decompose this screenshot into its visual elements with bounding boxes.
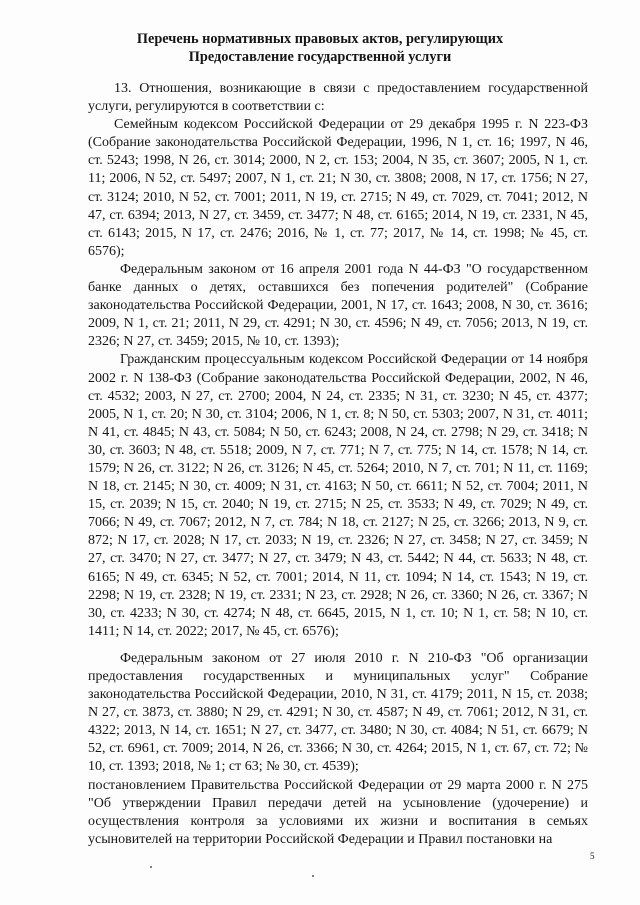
document-title-line-2: Предоставление государственной услуги <box>188 49 452 65</box>
paragraph-government-decree-275: постановлением Правительства Российской Федерации от 29 марта 2000 г. N 275 "Об утверждении Правил передачи детей на усыновление (удочерение) и осуществления контроля за условиями их жизни и воспитания в семьях усыновителей на территории Российской Федерации и Правил постановки на <box>88 777 588 847</box>
document-title-line-1: Перечень нормативных правовых актов, регулирующих <box>136 31 504 47</box>
document-body <box>88 80 588 849</box>
paragraph-family-code: Семейным кодексом Российской Федерации от 29 декабря 1995 г. N 223-ФЗ (Собрание законодательства Российской Федерации, 1996, N 1, ст. 16; 1997, N 46, ст. 5243; 1998, N 26, ст. 3014; 2000, N 2, ст. 153; 2004, N 35, ст. 3607; 2005, N 1, ст. 11; 2006, N 52, ст. 5497; 2007, N 1, ст. 21; N 30, ст. 3808; 2008, N 17, ст. 1756; N 27, ст. 3124; 2010, N 52, ст. 7001; 2011, N 19, ст. 2715; N 49, ст. 7029, ст. 7041; 2012, N 47, ст. 6394; 2013, N 27, ст. 3459, ст. 3477; N 48, ст. 6165; 2014, N 19, ст. 2331, N 45, ст. 6143; 2015, N 17, ст. 2476; 2016, № 1, ст. 77; 2017, № 14, ст. 1998; № 45, ст. 6576); <box>88 117 588 259</box>
paragraph-law-210fz: Федеральным законом от 27 июля 2010 г. N 210-ФЗ "Об организации предоставления государственных и муниципальных услуг" Собрание законодательства Российской Федерации, 2010, N 31, ст. 4179; 2011, N 15, ст. 2038; N 27, ст. 3873, ст. 3880; N 29, ст. 4291; N 30, ст. 4587; N 49, ст. 7061; 2012, N 31, ст. 4322; 2013, N 14, ст. 1651; N 27, ст. 3477, ст. 3480; N 30, ст. 4084; N 51, ст. 6679; N 52, ст. 6961, ст. 7009; 2014, N 26, ст. 3366; N 30, ст. 4264; 2015, N 1, ст. 67, ст. 72; № 10, ст. 1393; 2018, № 1; ст 63; № 30, ст. 4539); <box>88 650 588 775</box>
scan-speck <box>312 875 314 877</box>
page-number: 5 <box>590 851 595 861</box>
paragraph-civil-procedure-code: Гражданским процессуальным кодексом Российской Федерации от 14 ноября 2002 г. N 138-ФЗ (Собрание законодательства Российской Федерации, 2002, N 46, ст. 4532; 2003, N 27, ст. 2700; 2004, N 24, ст. 2335; N 31, ст. 3230; N 45, ст. 4377; 2005, N 1, ст. 20; N 30, ст. 3104; 2006, N 1, ст. 8; N 50, ст. 5303; 2007, N 31, ст. 4011; N 41, ст. 4845; N 43, ст. 5084; N 50, ст. 6243; 2008, N 24, ст. 2798; N 29, ст. 3418; N 30, ст. 3603; N 48, ст. 5518; 2009, N 7, ст. 771; N 7, ст. 775; N 14, ст. 1578; N 14, ст. 1579; N 26, ст. 3122; N 26, ст. 3126; N 45, ст. 5264; 2010, N 7, ст. 701; N 11, ст. 1169; N 18, ст. 2145; N 30, ст. 4009; N 31, ст. 4163; N 50, ст. 6611; N 52, ст. 7004; 2011, N 15, ст. 2039; N 15, ст. 2040; N 19, ст. 2715; N 25, ст. 3533; N 49, ст. 7029; N 49, ст. 7066; N 49, ст. 7067; 2012, N 7, ст. 784; N 18, ст. 2127; N 25, ст. 3266; 2013, N 9, ст. 872; N 17, ст. 2028; N 17, ст. 2033; N 19, ст. 2326; N 27, ст. 3458; N 27, ст. 3459; N 27, ст. 3470; N 27, ст. 3477; N 27, ст. 3479; N 43, ст. 5442; N 44, ст. 5633; N 48, ст. 6165; N 49, ст. 6345; N 52, ст. 7001; 2014, N 11, ст. 1094; N 14, ст. 1543; N 19, ст. 2298; N 19, ст. 2328; N 19, ст. 2331; N 23, ст. 2928; N 26, ст. 3360; N 26, ст. 3367; N 30, ст. 4233; N 30, ст. 4274; N 48, ст. 6645, 2015, N 1, ст. 10; N 1, ст. 58; N 10, ст. 1411; N 14, ст. 2022; 2017, № 45, ст. 6576); <box>88 352 588 639</box>
paragraph-law-44fz: Федеральным законом от 16 апреля 2001 года N 44-ФЗ "О государственном банке данных о детях, оставшихся без попечения родителей" (Собрание законодательства Российской Федерации, 2001, N 17, ст. 1643; 2008, N 30, ст. 3616; 2009, N 1, ст. 21; 2011, N 29, ст. 4291; N 30, ст. 4596; N 49, ст. 7056; 2013, N 19, ст. 2326; N 27, ст. 3459; 2015, № 10, ст. 1393); <box>88 261 588 350</box>
scan-speck <box>150 866 152 868</box>
paragraph-13-intro: 13. Отношения, возникающие в связи с предоставлением государственной услуги, регулируются в соответствии с: <box>88 81 588 115</box>
